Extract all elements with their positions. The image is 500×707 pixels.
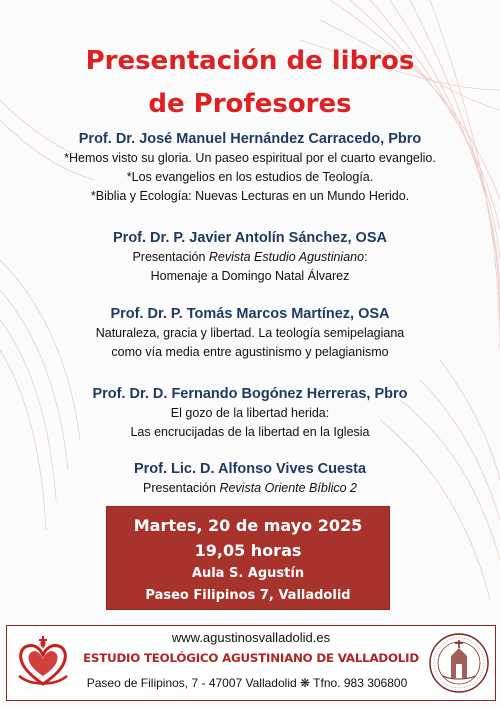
- presenter-block-3: [0, 304, 500, 362]
- book-title: [0, 248, 500, 267]
- journal-title: Revista Estudio Agustiniano: [208, 250, 365, 264]
- seal-emblem-logo-icon: [427, 630, 491, 696]
- presenter-block-2: [0, 228, 500, 286]
- book-title: El gozo de la libertad herida:: [170, 406, 330, 420]
- event-room: Aula S. Agustín: [191, 566, 305, 581]
- event-time: 19,05 horas: [194, 541, 302, 560]
- book-title: [0, 479, 500, 498]
- presenter-name: Prof. Lic. D. Alfonso Vives Cuesta: [133, 461, 367, 477]
- page-title-line-2: de Profesores: [148, 89, 352, 119]
- book-title-prefix: Presentación: [132, 250, 209, 264]
- book-title-suffix: :: [364, 250, 368, 264]
- book-title: Las encrucijadas de la libertad en la Iglesia: [130, 425, 370, 439]
- book-title: *Hemos visto su gloria. Un paseo espiritual por el cuarto evangelio.: [64, 151, 436, 165]
- book-title: *Los evangelios en los estudios de Teología.: [126, 170, 374, 184]
- page-title-line-1: Presentación de libros: [85, 46, 415, 76]
- presenter-block-4: [0, 384, 500, 442]
- presenter-name: Prof. Dr. D. Fernando Bogónez Herreras, Pbro: [92, 386, 408, 402]
- book-title: *Biblia y Ecología: Nuevas Lecturas en un Mundo Herido.: [90, 189, 410, 203]
- book-title: como vía media entre agustinismo y pelagianismo: [111, 345, 389, 359]
- presenter-name: Prof. Dr. P. Tomás Marcos Martínez, OSA: [110, 306, 390, 322]
- book-title: Homenaje a Domingo Natal Álvarez: [150, 269, 350, 283]
- contact-address: Paseo de Filipinos, 7 - 47007 Valladolid ❋ Tfno. 983 306800: [86, 676, 408, 690]
- event-date: Martes, 20 de mayo 2025: [133, 516, 363, 535]
- presenter-name: Prof. Dr. P. Javier Antolín Sánchez, OSA: [113, 230, 387, 246]
- footer-banner: [6, 625, 496, 701]
- website-link[interactable]: www.agustinosvalladolid.es: [171, 630, 331, 645]
- event-address: Paseo Filipinos 7, Valladolid: [145, 588, 351, 603]
- journal-title: Revista Oriente Bíblico 2: [219, 481, 357, 495]
- presenter-name: Prof. Dr. José Manuel Hernández Carracedo, Pbro: [78, 131, 422, 147]
- book-title-prefix: Presentación: [143, 481, 220, 495]
- presenter-block-5: [0, 459, 500, 498]
- book-title: Naturaleza, gracia y libertad. La teología semipelagiana: [95, 326, 405, 340]
- presenter-block-1: [0, 129, 500, 206]
- organization-name: ESTUDIO TEOLÓGICO AGUSTINIANO DE VALLADOLID: [83, 651, 419, 665]
- event-details-box: [107, 507, 389, 609]
